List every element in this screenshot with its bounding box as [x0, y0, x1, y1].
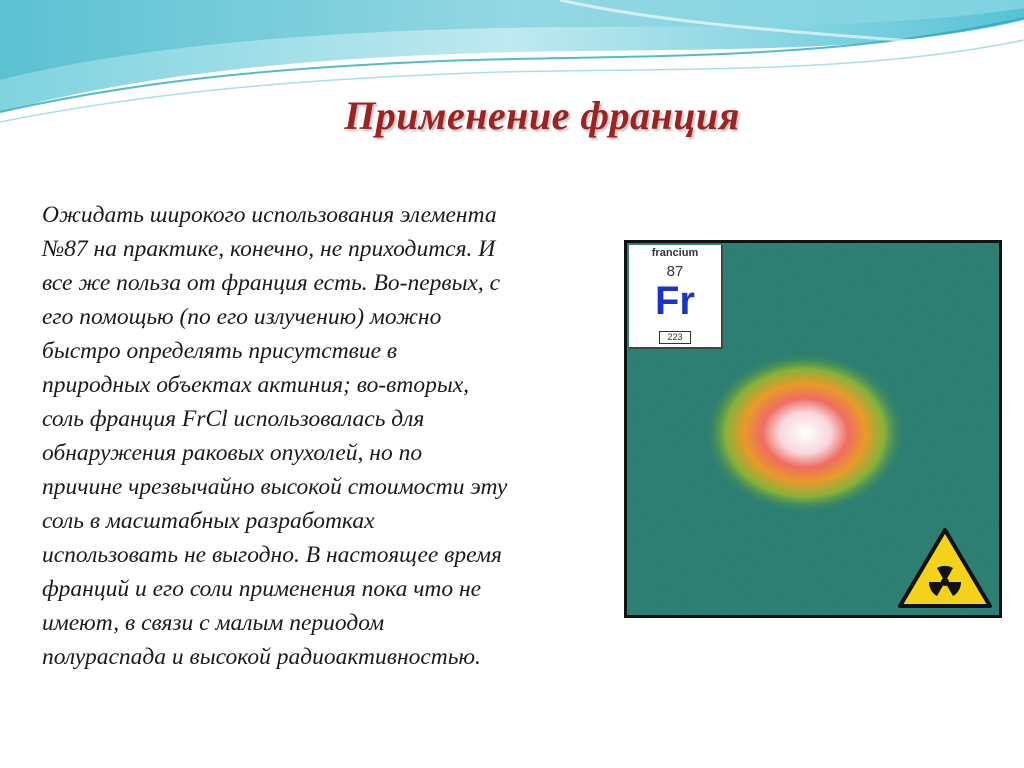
atomic-mass: 223 [659, 331, 691, 344]
radiation-warning-icon [897, 527, 993, 609]
element-symbol: Fr [655, 279, 695, 323]
element-tile [629, 245, 723, 349]
atomic-number: 87 [666, 263, 684, 280]
slide-title: Применение франция [344, 93, 740, 138]
francium-image [624, 240, 1002, 618]
element-name: francium [651, 247, 699, 259]
body-paragraph: Ожидать широкого использования элемента №87 на практике, конечно, не приходится. И все же польза от франция есть. Во-первых, с его помощью (по его излучению) можно быстро определять присутствие в природных объектах актиния; во-вторых, соль франция FrCl использовалась для обнаружения раковых опухолей, но по причине чрезвычайно высокой стоимости эту соль в масштабных разработках использовать не выгодно. В настоящее время франций и его соли применения пока что не имеют, в связи с малым периодом полураспада и высокой радиоактивностью. [42, 202, 508, 670]
